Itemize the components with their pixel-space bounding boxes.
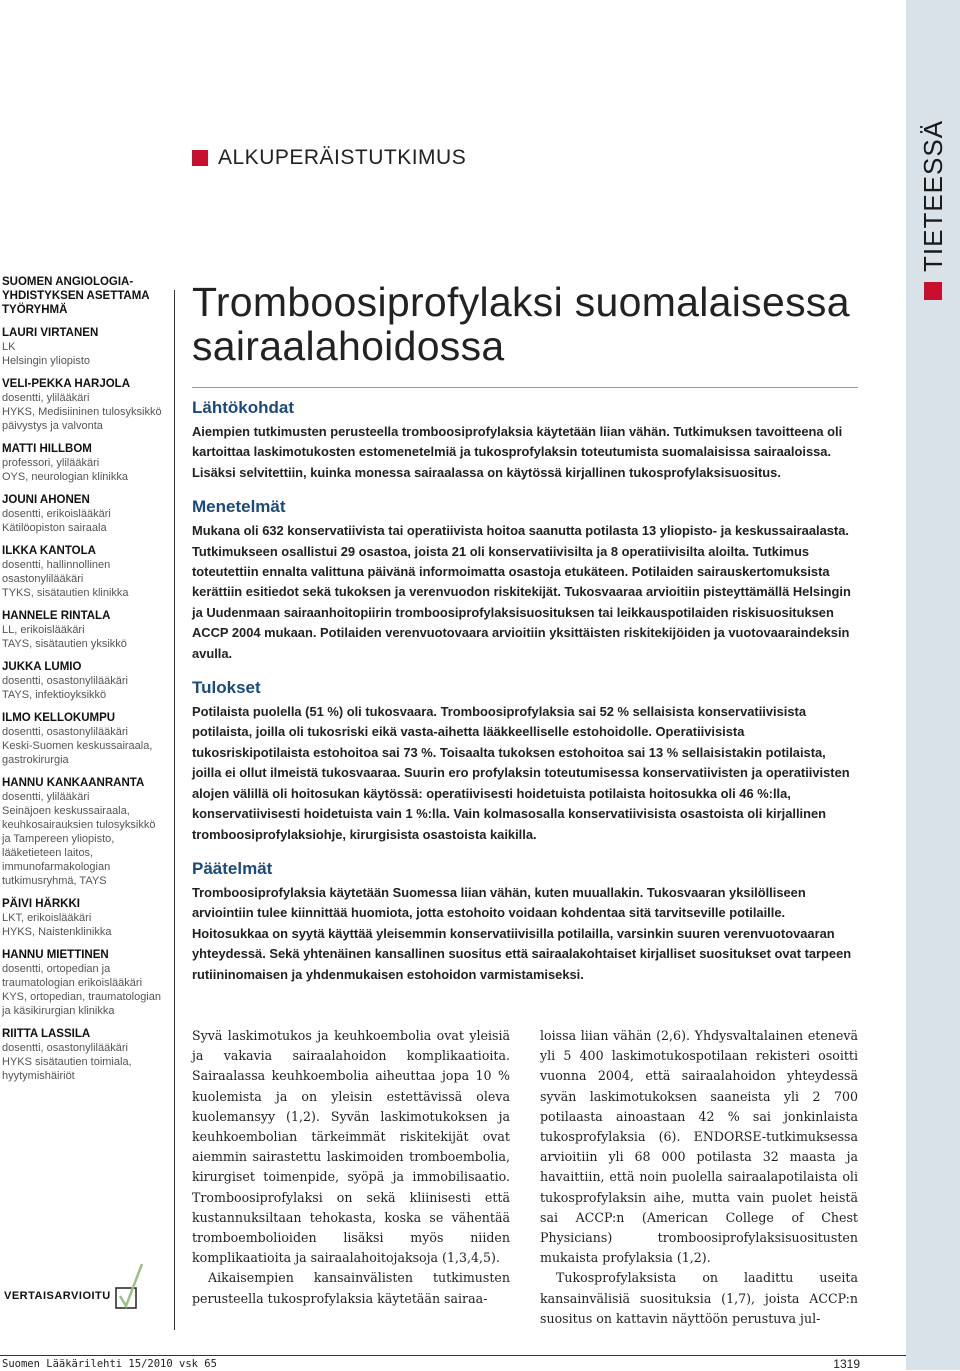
author-entry <box>2 1027 162 1083</box>
body-paragraph: Syvä laskimotukos ja keuhkoembolia ovat yleisiä ja vakavia sairaalahoidon komplikaatioita. Sairaalassa keuhkoembolia aiheuttaa jopa 10 % kuolemista ja on yleisin estettävissä oleva kuolemansyy (1,2). Syvän laskimotukoksen ja keuhkoembolian tärkeimmät riskitekijät ovat aiemmin sairastettu laskimoiden tromboembolia, kirurgiset toimenpide, syöpä ja immobilisaatio. Tromboosiprofylaksi on sekä kliinisesti että kustannuksiltaan tehokasta, koska se vähentää tromboembolioiden lisäksi myös niiden komplikaatioita ja sairaalahoitojaksoja (1,3,4,5). <box>192 1028 510 1266</box>
abstract-paragraph: Potilaista puolella (51 %) oli tukosvaara. Tromboosiprofylaksia sai 52 % sellaisista konservatiivisista potilaista, joilla oli tukosriski eikä vasta-aihetta lääkkeelliselle estohoidolle. Operatiivisista tukosriskipotilaista estohoitoa sai 73 %. Toisaalta tukoksen estohoitoa sai 13 % sellaisistakin potilaista, joilla ei ollut ilmeistä tukosvaaraa. Suurin ero profylaksin toteutumisessa konservatiivisten ja operatiivisten alojen välillä oli hoitosukan käytössä: operatiivisesti hoidetuista potilaista hoitosukka oli 46 %:lla, konservatiivisesti hoidetuista vain 1 %:lla. Vain kolmasosalla konservatiivisista osastoista oli kirjallinen tromboosiprofylaksiohje, kirurgisista osastoista kaikilla. <box>192 704 850 842</box>
abstract-paragraph: Aiempien tutkimusten perusteella tromboosiprofylaksia käytetään liian vähän. Tutkimuksen tavoitteena oli kartoittaa laskimotukosten estomenetelmiä ja tukosprofylaksin toteutumista suomalaisissa sairaaloissa. Lisäksi selvitettiin, kuinka monessa sairaalassa on käytössä kirjallinen tukosprofylaksisuositus. <box>192 424 843 480</box>
author-affiliation: dosentti, hallinnollinen osastonylilääkäri TYKS, sisätautien klinikka <box>2 559 129 599</box>
body-paragraph: Aikaisempien kansainvälisten tutkimusten perusteella tukosprofylaksia käytetään sairaa- <box>192 1270 510 1306</box>
author-entry <box>2 326 162 368</box>
author-name: JUKKA LUMIO <box>2 661 82 673</box>
author-affiliation: LK Helsingin yliopisto <box>2 341 91 367</box>
author-name: HANNU MIETTINEN <box>2 949 109 961</box>
author-group: SUOMEN ANGIOLOGIA-YHDISTYKSEN ASETTAMA TYÖRYHMÄ <box>2 276 150 316</box>
author-name: RIITTA LASSILA <box>2 1028 91 1040</box>
body-paragraph: Tukosprofylaksista on laadittu useita kansainvälisiä suosituksia (1,7), joista ACCP:n suositus on kattavin näyttöön perustuva jul- <box>540 1270 858 1326</box>
peer-reviewed-label: VERTAISARVIOITU <box>4 1290 111 1302</box>
author-affiliation: dosentti, ylilääkäri Seinäjoen keskussairaala, keuhkosairauksien tulosyksikkö ja Tampereen yliopisto, lääketieteen laitos, immunofarmakologian tutkimusryhmä, TAYS <box>2 791 156 887</box>
author-entry <box>2 377 162 433</box>
body-paragraph: loissa liian vähän (2,6). Yhdysvaltalainen etenevä yli 5 400 laskimotukospotilaan rekisteri osoitti vuonna 2004, että sairaalahoidon yhteydessä syvän laskimotukoksen saaneista yli 2 700 potilaasta ainoastaan 42 % sai jonkinlaista tukosprofylaksia (6). ENDORSE-tutkimuksessa arvioitiin yli 68 000 potilasta 32 maasta ja havaittiin, että noin puolella sairaalapotilaista oli tukosprofylaksin aihe, mutta vain puolet heistä sai ACCP:n (American College of Chest Physicians) tromboosiprofylaksisuositusten mukaista profylaksia (1,2). <box>540 1028 858 1266</box>
author-name: JOUNI AHONEN <box>2 494 90 506</box>
author-affiliation: professori, ylilääkäri OYS, neurologian klinikka <box>2 457 128 483</box>
author-name: MATTI HILLBOM <box>2 443 92 455</box>
abstract-heading: Päätelmät <box>192 858 273 878</box>
title-rule <box>192 387 858 388</box>
author-name: ILMO KELLOKUMPU <box>2 712 116 724</box>
article-title: Tromboosiprofylaksi suomalaisessa sairaalahoidossa <box>192 279 850 369</box>
author-entry <box>2 776 162 888</box>
author-entry <box>2 609 162 651</box>
author-name: LAURI VIRTANEN <box>2 327 99 339</box>
author-affiliation: dosentti, ylilääkäri HYKS, Medisiininen tulosyksikkö päivystys ja valvonta <box>2 392 162 432</box>
abstract <box>192 398 858 999</box>
author-name: HANNELE RINTALA <box>2 610 111 622</box>
checkbox-check-icon <box>112 1262 146 1314</box>
author-name: PÄIVI HÄRKKI <box>2 898 80 910</box>
section-label-text: ALKUPERÄISTUTKIMUS <box>218 146 467 169</box>
author-name: ILKKA KANTOLA <box>2 545 96 557</box>
author-affiliation: dosentti, osastonylilääkäri HYKS sisätautien toimiala, hyytymishäiriöt <box>2 1042 132 1082</box>
section-label <box>192 146 466 170</box>
author-affiliation: dosentti, osastonylilääkäri TAYS, infektioyksikkö <box>2 675 128 701</box>
body-column-2 <box>540 1026 858 1329</box>
author-entry <box>2 442 162 484</box>
author-name: VELI-PEKKA HARJOLA <box>2 378 130 390</box>
abstract-heading: Lähtökohdat <box>192 398 294 417</box>
body-column-1 <box>192 1026 510 1309</box>
red-square-icon <box>924 282 942 300</box>
author-affiliation: LKT, erikoislääkäri HYKS, Naistenklinikka <box>2 912 112 938</box>
author-entry <box>2 660 162 702</box>
abstract-paragraph: Tromboosiprofylaksia käytetään Suomessa liian vähän, kuten muuallakin. Tukosvaaran yksilölliseen arviointiin tulee kiinnittää huomiota, jotta estohoito voidaan kohdentaa sitä tarvitseville potilaille. Hoitosukkaa on syytä käyttää yleisemmin konservatiivisilla potilailla, varsinkin suuren verenvuotovaaran yhteydessä. Sekä yhtenäinen kansallinen suositus että sairaalakohtaiset kirjalliset suositukset ovat tarpeen rutiininomaisen ja yhdenmukaisen estohoidon varmistamiseksi. <box>192 884 852 982</box>
author-affiliation: dosentti, ortopedian ja traumatologian erikoislääkäri KYS, ortopedian, traumatologian ja käsikirurgian klinikka <box>2 963 161 1017</box>
page-number: 1319 <box>833 1357 860 1371</box>
author-list <box>2 275 162 1083</box>
journal-info: Suomen Lääkärilehti 15/2010 vsk 65 <box>2 1358 217 1370</box>
abstract-heading: Tulokset <box>192 678 261 698</box>
author-entry <box>2 493 162 535</box>
side-tab-text: TIETEESSÄ <box>917 119 948 272</box>
page-footer <box>0 1355 906 1371</box>
side-tab-label <box>914 40 952 300</box>
red-square-icon <box>192 150 208 166</box>
author-entry <box>2 948 162 1018</box>
author-entry <box>2 711 162 767</box>
author-affiliation: dosentti, erikoislääkäri Kätilöopiston sairaala <box>2 508 111 534</box>
abstract-paragraph: Mukana oli 632 konservatiivista tai operatiivista hoitoa saanutta potilasta 13 yliopisto- ja keskussairaalasta. Tutkimukseen osallistui 29 osastoa, joista 21 oli konservatiivisilta ja 8 operatiivisilta aloilta. Tutkimus toteutettiin ennalta valittuna päivänä informoimatta osastoja etukäteen. Potilaiden sairauskertomuksista kerättiin esitiedot sekä tukoksen ja verenvuodon riskitekijät. Tukosvaaraa arvioitiin pisteyttämällä Helsingin ja Uudenmaan sairaanhoitopiirin tromboosiprofylaksisuosituksen tai leikkauspotilaiden riskisuosituksen ACCP 2004 mukaan. Potilaiden verenvuotovaara arvioitiin yksittäisten riskitekijöiden ja vuotovaaraindeksin avulla. <box>192 523 851 661</box>
column-divider <box>174 290 175 1330</box>
author-affiliation: dosentti, osastonylilääkäri Keski-Suomen keskussairaala, gastrokirurgia <box>2 726 153 766</box>
author-entry <box>2 897 162 939</box>
author-affiliation: LL, erikoislääkäri TAYS, sisätautien yksikkö <box>2 624 127 650</box>
author-name: HANNU KANKAANRANTA <box>2 777 145 789</box>
section-side-tab <box>906 0 960 1370</box>
abstract-heading: Menetelmät <box>192 497 286 517</box>
author-entry <box>2 544 162 600</box>
